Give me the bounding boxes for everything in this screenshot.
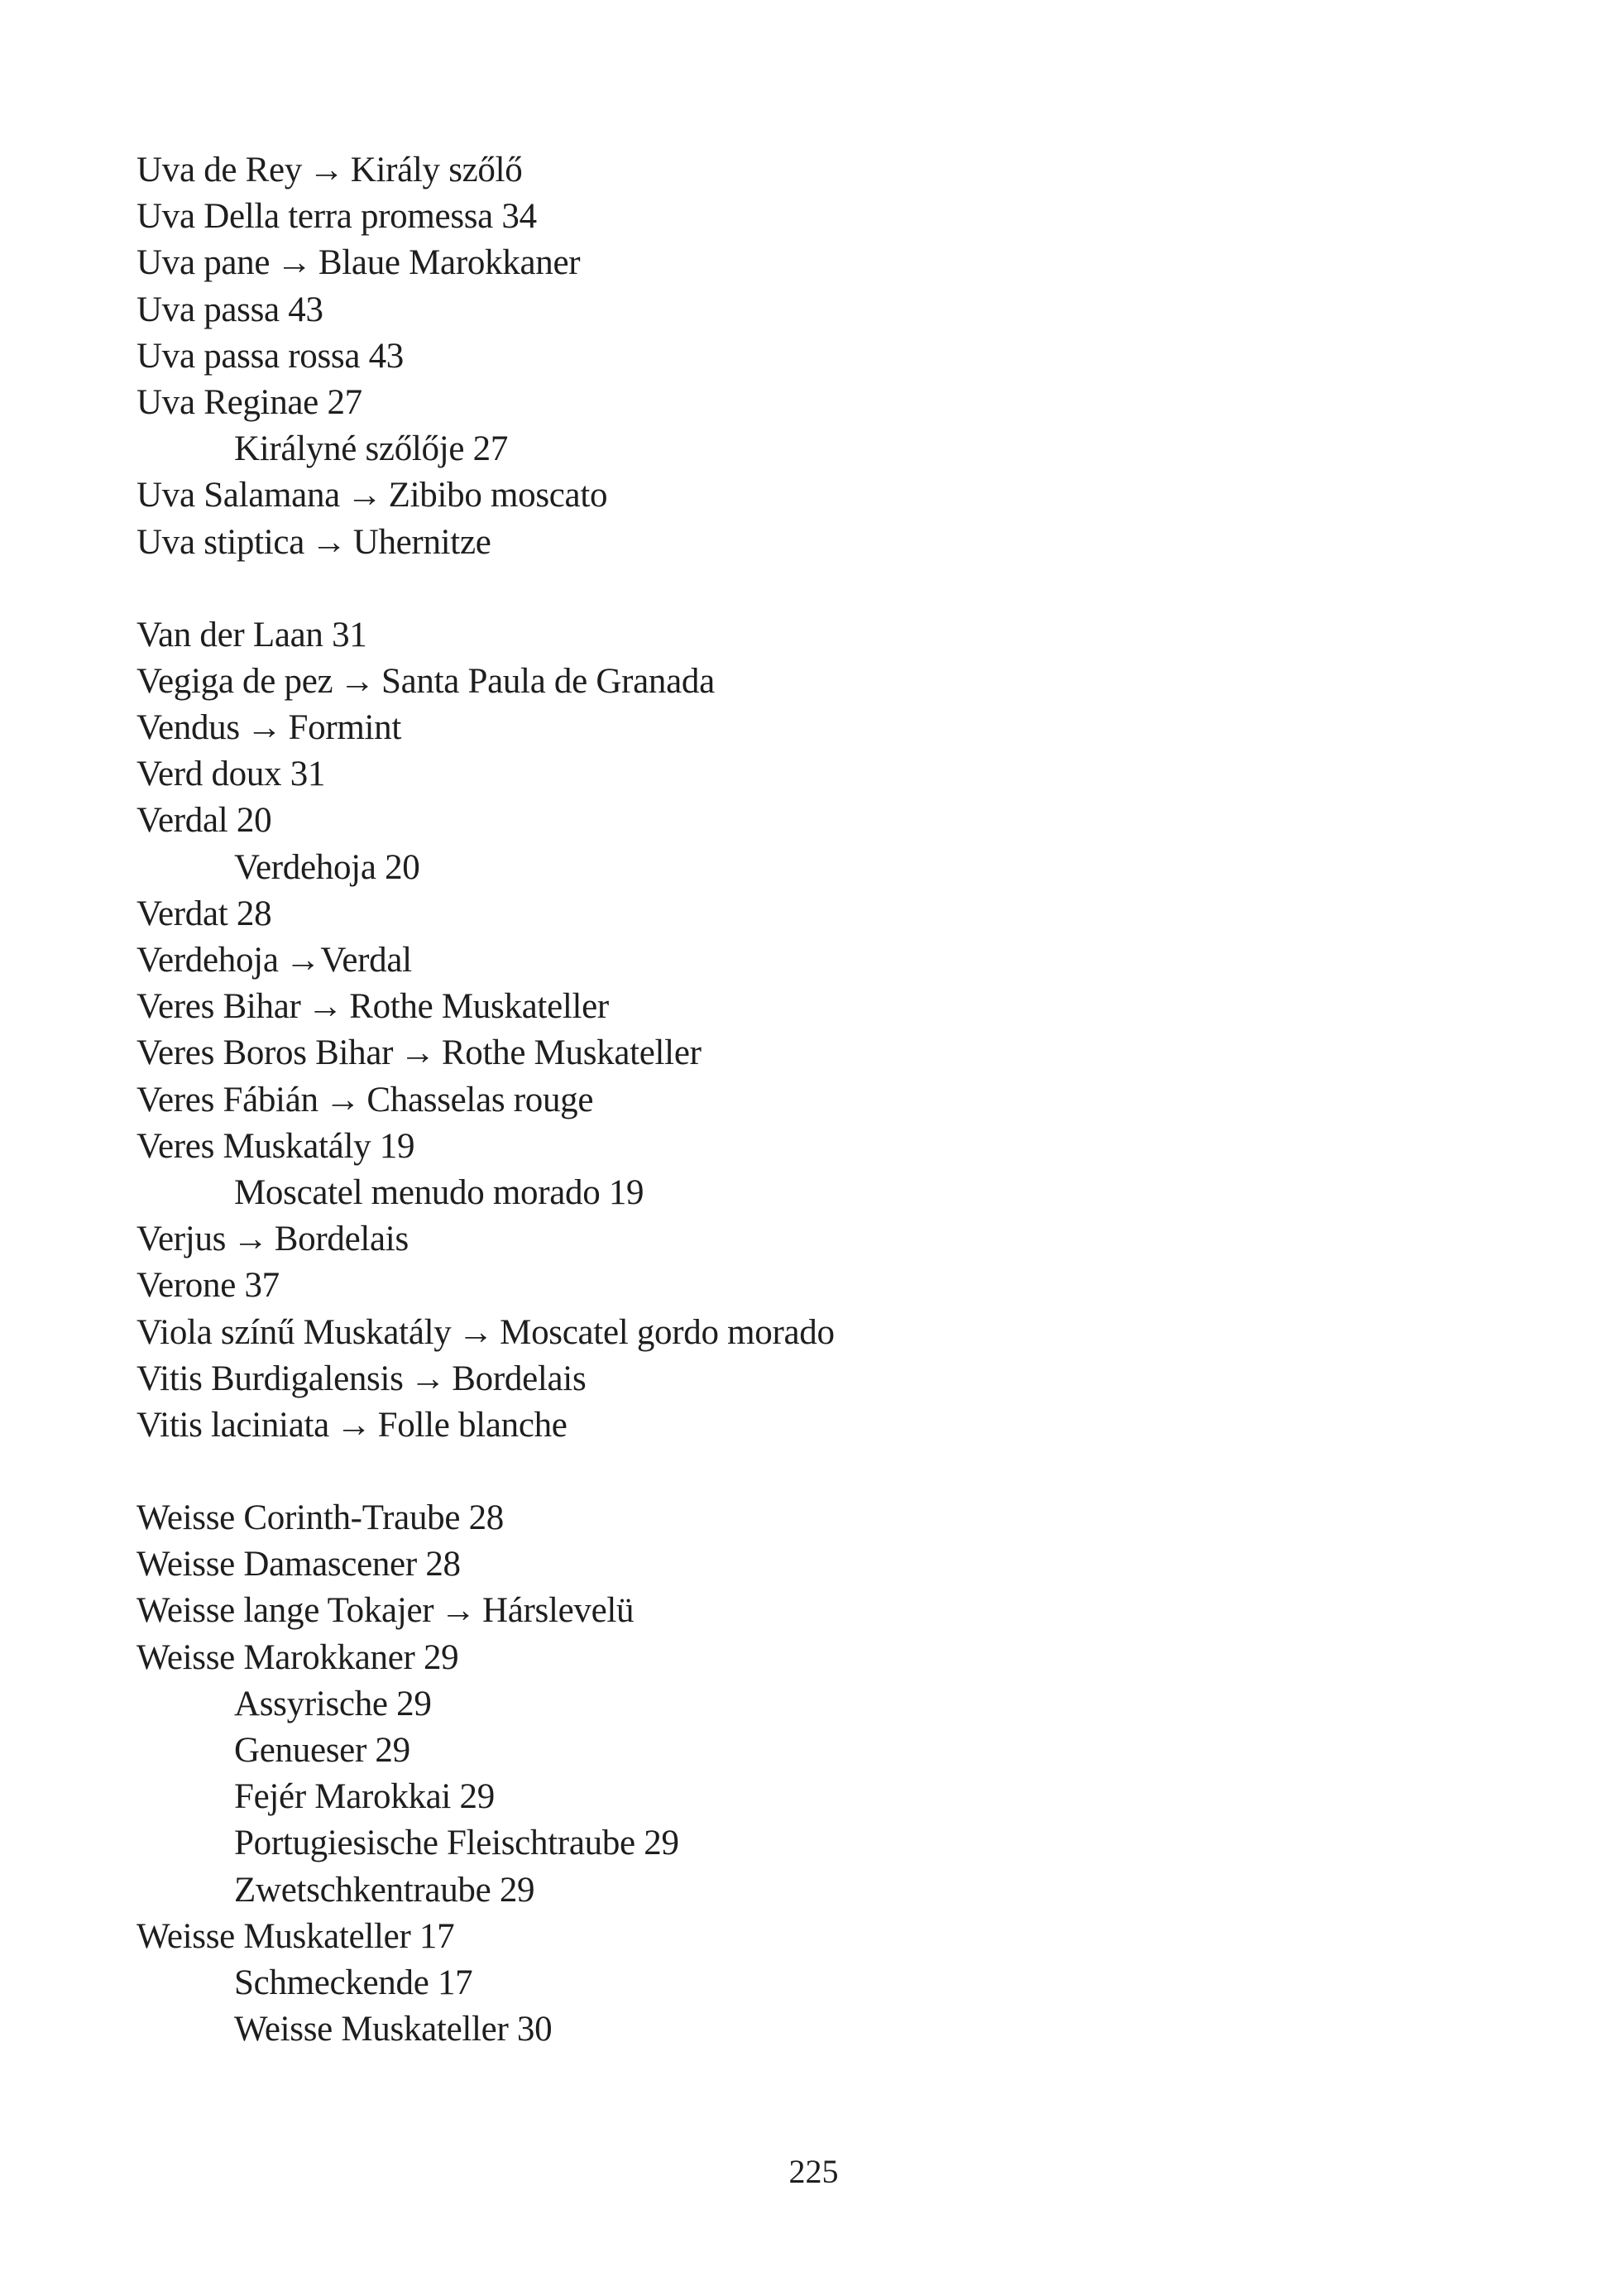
index-subentry xyxy=(136,426,1501,472)
entry-term: Vegiga de pez xyxy=(136,661,333,701)
see-reference: Rothe Muskateller xyxy=(441,1033,702,1073)
entry-term: Weisse Corinth-Traube xyxy=(136,1498,461,1538)
see-reference-arrow-icon: → xyxy=(346,476,382,515)
index-subentry xyxy=(136,1820,1501,1867)
index-group-w xyxy=(136,1495,1501,2053)
entry-page-number: 20 xyxy=(385,847,420,887)
entry-page-number: 20 xyxy=(236,801,272,841)
index-entry xyxy=(136,1077,1501,1124)
entry-page-number: 17 xyxy=(437,1963,473,2002)
index-entry xyxy=(136,798,1501,844)
entry-term: Vitis laciniata xyxy=(136,1405,329,1445)
see-reference: Bordelais xyxy=(452,1359,587,1398)
entry-page-number: 43 xyxy=(368,336,405,376)
index-entry xyxy=(136,612,1501,659)
entry-page-number: 19 xyxy=(608,1172,644,1212)
see-reference-arrow-icon: → xyxy=(457,1312,494,1352)
entry-term: Királyné szőlője xyxy=(234,429,465,469)
see-reference: Uhernitze xyxy=(352,522,491,562)
entry-page-number: 29 xyxy=(396,1684,432,1723)
entry-page-number: 27 xyxy=(327,382,362,422)
index-subentry xyxy=(136,1170,1501,1216)
index-page xyxy=(136,147,1501,2053)
entry-term: Fejér Marokkai xyxy=(234,1777,452,1817)
entry-page-number: 29 xyxy=(375,1731,410,1770)
see-reference-arrow-icon: → xyxy=(246,708,282,748)
see-reference-arrow-icon: → xyxy=(339,661,375,701)
entry-term: Zwetschkentraube xyxy=(234,1870,491,1910)
index-entry xyxy=(136,1402,1501,1449)
index-subentry xyxy=(136,2006,1501,2053)
entry-term: Verdehoja xyxy=(136,941,279,980)
index-entry xyxy=(136,380,1501,426)
see-reference: Verdal xyxy=(320,941,412,980)
entry-term: Moscatel menudo morado xyxy=(234,1172,601,1212)
entry-page-number: 29 xyxy=(644,1824,679,1863)
index-entry xyxy=(136,240,1501,286)
entry-term: Uva Della terra promessa xyxy=(136,197,493,237)
see-reference-arrow-icon: → xyxy=(285,941,321,980)
entry-term: Verd doux xyxy=(136,755,282,794)
entry-term: Van der Laan xyxy=(136,615,323,654)
see-reference: Formint xyxy=(288,708,401,748)
entry-term: Weisse lange Tokajer xyxy=(136,1591,434,1631)
index-entry xyxy=(136,705,1501,751)
entry-term: Weisse Muskateller xyxy=(234,2010,509,2049)
index-entry xyxy=(136,891,1501,937)
see-reference: Blaue Marokkaner xyxy=(318,243,581,283)
entry-term: Vendus xyxy=(136,708,240,748)
entry-term: Viola színű Muskatály xyxy=(136,1312,452,1352)
index-entry xyxy=(136,984,1501,1030)
index-entry xyxy=(136,1356,1501,1402)
index-entry xyxy=(136,1216,1501,1263)
see-reference-arrow-icon: → xyxy=(232,1220,268,1259)
index-entry xyxy=(136,333,1501,380)
see-reference: Bordelais xyxy=(274,1220,409,1259)
entry-term: Uva Salamana xyxy=(136,476,340,515)
entry-page-number: 28 xyxy=(236,894,272,933)
index-subentry xyxy=(136,1728,1501,1774)
entry-page-number: 31 xyxy=(332,615,367,654)
entry-term: Uva de Rey xyxy=(136,151,302,189)
entry-term: Verdehoja xyxy=(234,847,376,887)
page-number: 225 xyxy=(788,2153,839,2190)
index-group-v xyxy=(136,612,1501,1449)
index-entry xyxy=(136,1263,1501,1309)
entry-page-number: 37 xyxy=(244,1266,280,1306)
index-entry xyxy=(136,1541,1501,1588)
entry-term: Weisse Muskateller xyxy=(136,1916,411,1956)
entry-page-number: 30 xyxy=(516,2010,553,2049)
index-entry xyxy=(136,472,1501,519)
entry-term: Veres Fábián xyxy=(136,1080,318,1119)
entry-term: Weisse Marokkaner xyxy=(136,1637,415,1677)
index-entry xyxy=(136,659,1501,705)
see-reference-arrow-icon: → xyxy=(309,151,344,189)
entry-page-number: 29 xyxy=(499,1870,535,1910)
entry-page-number: 28 xyxy=(468,1498,504,1538)
see-reference-arrow-icon: → xyxy=(440,1591,476,1631)
index-entry xyxy=(136,287,1501,333)
entry-term: Verone xyxy=(136,1266,236,1306)
entry-term: Uva passa xyxy=(136,290,280,329)
index-subentry xyxy=(136,1681,1501,1728)
entry-term: Uva stiptica xyxy=(136,522,304,562)
entry-term: Verdat xyxy=(136,894,228,933)
entry-term: Veres Boros Bihar xyxy=(136,1033,394,1073)
see-reference: Király szőlő xyxy=(350,151,523,189)
index-entry xyxy=(136,520,1501,566)
index-entry xyxy=(136,751,1501,798)
entry-term: Veres Bihar xyxy=(136,987,301,1027)
see-reference: Chasselas rouge xyxy=(366,1080,594,1119)
see-reference: Moscatel gordo morado xyxy=(500,1312,835,1352)
entry-term: Verdal xyxy=(136,801,228,841)
see-reference-arrow-icon: → xyxy=(409,1359,446,1398)
index-subentry xyxy=(136,1774,1501,1820)
index-entry xyxy=(136,147,1501,194)
index-group-u xyxy=(136,147,1501,566)
index-subentry xyxy=(136,845,1501,891)
see-reference: Santa Paula de Granada xyxy=(381,661,715,701)
entry-page-number: 31 xyxy=(290,755,326,794)
index-entry xyxy=(136,1124,1501,1170)
entry-term: Weisse Damascener xyxy=(136,1545,417,1584)
entry-page-number: 29 xyxy=(459,1777,495,1817)
index-entry xyxy=(136,1635,1501,1681)
entry-term: Assyrische xyxy=(234,1684,388,1723)
see-reference: Zibibo moscato xyxy=(388,476,608,515)
index-entry xyxy=(136,1495,1501,1541)
see-reference: Folle blanche xyxy=(377,1405,568,1445)
entry-page-number: 27 xyxy=(472,429,509,469)
see-reference-arrow-icon: → xyxy=(276,243,312,283)
entry-page-number: 43 xyxy=(288,290,323,329)
entry-page-number: 19 xyxy=(379,1126,415,1166)
index-entry xyxy=(136,194,1501,240)
entry-term: Portugiesische Fleischtraube xyxy=(234,1824,635,1863)
entry-page-number: 29 xyxy=(423,1637,459,1677)
index-entry xyxy=(136,1030,1501,1076)
entry-term: Uva pane xyxy=(136,243,271,283)
entry-page-number: 17 xyxy=(419,1916,455,1956)
see-reference: Hárslevelü xyxy=(481,1591,635,1631)
index-entry xyxy=(136,1588,1501,1634)
entry-term: Veres Muskatály xyxy=(136,1126,371,1166)
entry-term: Vitis Burdigalensis xyxy=(136,1359,404,1398)
see-reference: Rothe Muskateller xyxy=(349,987,609,1027)
index-subentry xyxy=(136,1867,1501,1914)
entry-term: Genueser xyxy=(234,1731,366,1770)
entry-page-number: 34 xyxy=(501,197,537,237)
index-subentry xyxy=(136,1960,1501,2006)
see-reference-arrow-icon: → xyxy=(335,1405,371,1445)
entry-page-number: 28 xyxy=(425,1545,461,1584)
entry-term: Verjus xyxy=(136,1220,227,1259)
see-reference-arrow-icon: → xyxy=(400,1033,435,1073)
see-reference-arrow-icon: → xyxy=(310,522,347,562)
index-entry xyxy=(136,937,1501,984)
see-reference-arrow-icon: → xyxy=(324,1080,361,1119)
index-entry xyxy=(136,1914,1501,1960)
entry-term: Uva Reginae xyxy=(136,382,318,422)
see-reference-arrow-icon: → xyxy=(307,987,343,1027)
entry-term: Uva passa rossa xyxy=(136,336,361,376)
entry-term: Schmeckende xyxy=(234,1963,429,2002)
index-entry xyxy=(136,1310,1501,1356)
